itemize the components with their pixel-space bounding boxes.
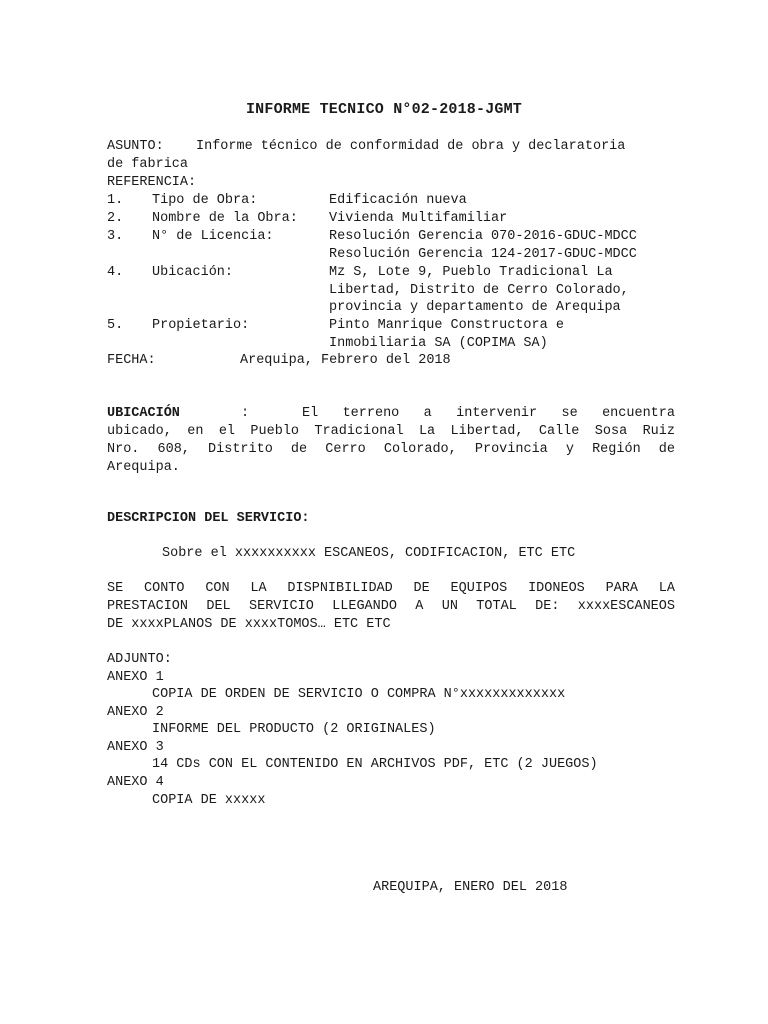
- anexo-2-text: INFORME DEL PRODUCTO (2 ORIGINALES): [152, 722, 436, 737]
- ref-value-4a: Mz S, Lote 9, Pueblo Tradicional La: [329, 265, 613, 280]
- referencia-label: REFERENCIA:: [107, 175, 197, 190]
- ubicacion-separator: :: [241, 406, 250, 421]
- ref-value-1: Edificación nueva: [329, 193, 467, 208]
- ref-value-3b: Resolución Gerencia 124-2017-GDUC-MDCC: [329, 247, 637, 262]
- ubicacion-line-4: Arequipa.: [107, 460, 180, 475]
- ref-num-5: 5.: [107, 318, 124, 333]
- asunto-text-line-2: de fabrica: [107, 157, 189, 172]
- descripcion-para-line-2: PRESTACION DEL SERVICIO LLEGANDO A UN TOTAL DE: xxxxESCANEOS: [107, 599, 675, 614]
- ref-label-5: Propietario:: [152, 318, 250, 333]
- ref-num-1: 1.: [107, 193, 124, 208]
- ref-label-4: Ubicación:: [152, 265, 234, 280]
- ubicacion-line-1: El terreno a intervenir se encuentra: [302, 406, 675, 421]
- descripcion-line: Sobre el xxxxxxxxxx ESCANEOS, CODIFICACION, ETC ETC: [162, 546, 576, 561]
- ref-value-4c: provincia y departamento de Arequipa: [329, 300, 621, 315]
- ref-value-5a: Pinto Manrique Constructora e: [329, 318, 564, 333]
- anexo-4-text: COPIA DE xxxxx: [152, 793, 266, 808]
- descripcion-para-line-3: DE xxxxPLANOS DE xxxxTOMOS… ETC ETC: [107, 617, 391, 632]
- ref-label-2: Nombre de la Obra:: [152, 211, 298, 226]
- anexo-3-label: ANEXO 3: [107, 740, 164, 755]
- anexo-1-label: ANEXO 1: [107, 670, 164, 685]
- ubicacion-line-3: Nro. 608, Distrito de Cerro Colorado, Provincia y Región de: [107, 442, 675, 457]
- anexo-3-text: 14 CDs CON EL CONTENIDO EN ARCHIVOS PDF, ETC (2 JUEGOS): [152, 757, 598, 772]
- anexo-4-label: ANEXO 4: [107, 775, 164, 790]
- fecha-value: Arequipa, Febrero del 2018: [240, 353, 451, 368]
- ref-num-3: 3.: [107, 229, 124, 244]
- asunto-label: ASUNTO:: [107, 139, 164, 154]
- adjunto-label: ADJUNTO:: [107, 652, 172, 667]
- ref-value-5b: Inmobiliaria SA (COPIMA SA): [329, 336, 548, 351]
- ref-label-3: N° de Licencia:: [152, 229, 274, 244]
- ref-label-1: Tipo de Obra:: [152, 193, 258, 208]
- ubicacion-line-2: ubicado, en el Pueblo Tradicional La Libertad, Calle Sosa Ruiz: [107, 424, 675, 439]
- ref-num-2: 2.: [107, 211, 124, 226]
- ref-num-4: 4.: [107, 265, 124, 280]
- anexo-2-label: ANEXO 2: [107, 705, 164, 720]
- ref-value-2: Vivienda Multifamiliar: [329, 211, 508, 226]
- ref-value-4b: Libertad, Distrito de Cerro Colorado,: [329, 283, 629, 298]
- ref-value-3a: Resolución Gerencia 070-2016-GDUC-MDCC: [329, 229, 637, 244]
- ubicacion-label: UBICACIÓN: [107, 406, 180, 421]
- anexo-1-text: COPIA DE ORDEN DE SERVICIO O COMPRA N°xxxxxxxxxxxxx: [152, 687, 566, 702]
- document-title: INFORME TECNICO N°02-2018-JGMT: [245, 101, 523, 118]
- asunto-text-line-1: Informe técnico de conformidad de obra y declaratoria: [196, 139, 626, 154]
- fecha-label: FECHA:: [107, 353, 156, 368]
- descripcion-heading: DESCRIPCION DEL SERVICIO:: [107, 511, 310, 526]
- closing-date: AREQUIPA, ENERO DEL 2018: [373, 880, 568, 895]
- descripcion-para-line-1: SE CONTO CON LA DISPNIBILIDAD DE EQUIPOS IDONEOS PARA LA: [107, 581, 675, 596]
